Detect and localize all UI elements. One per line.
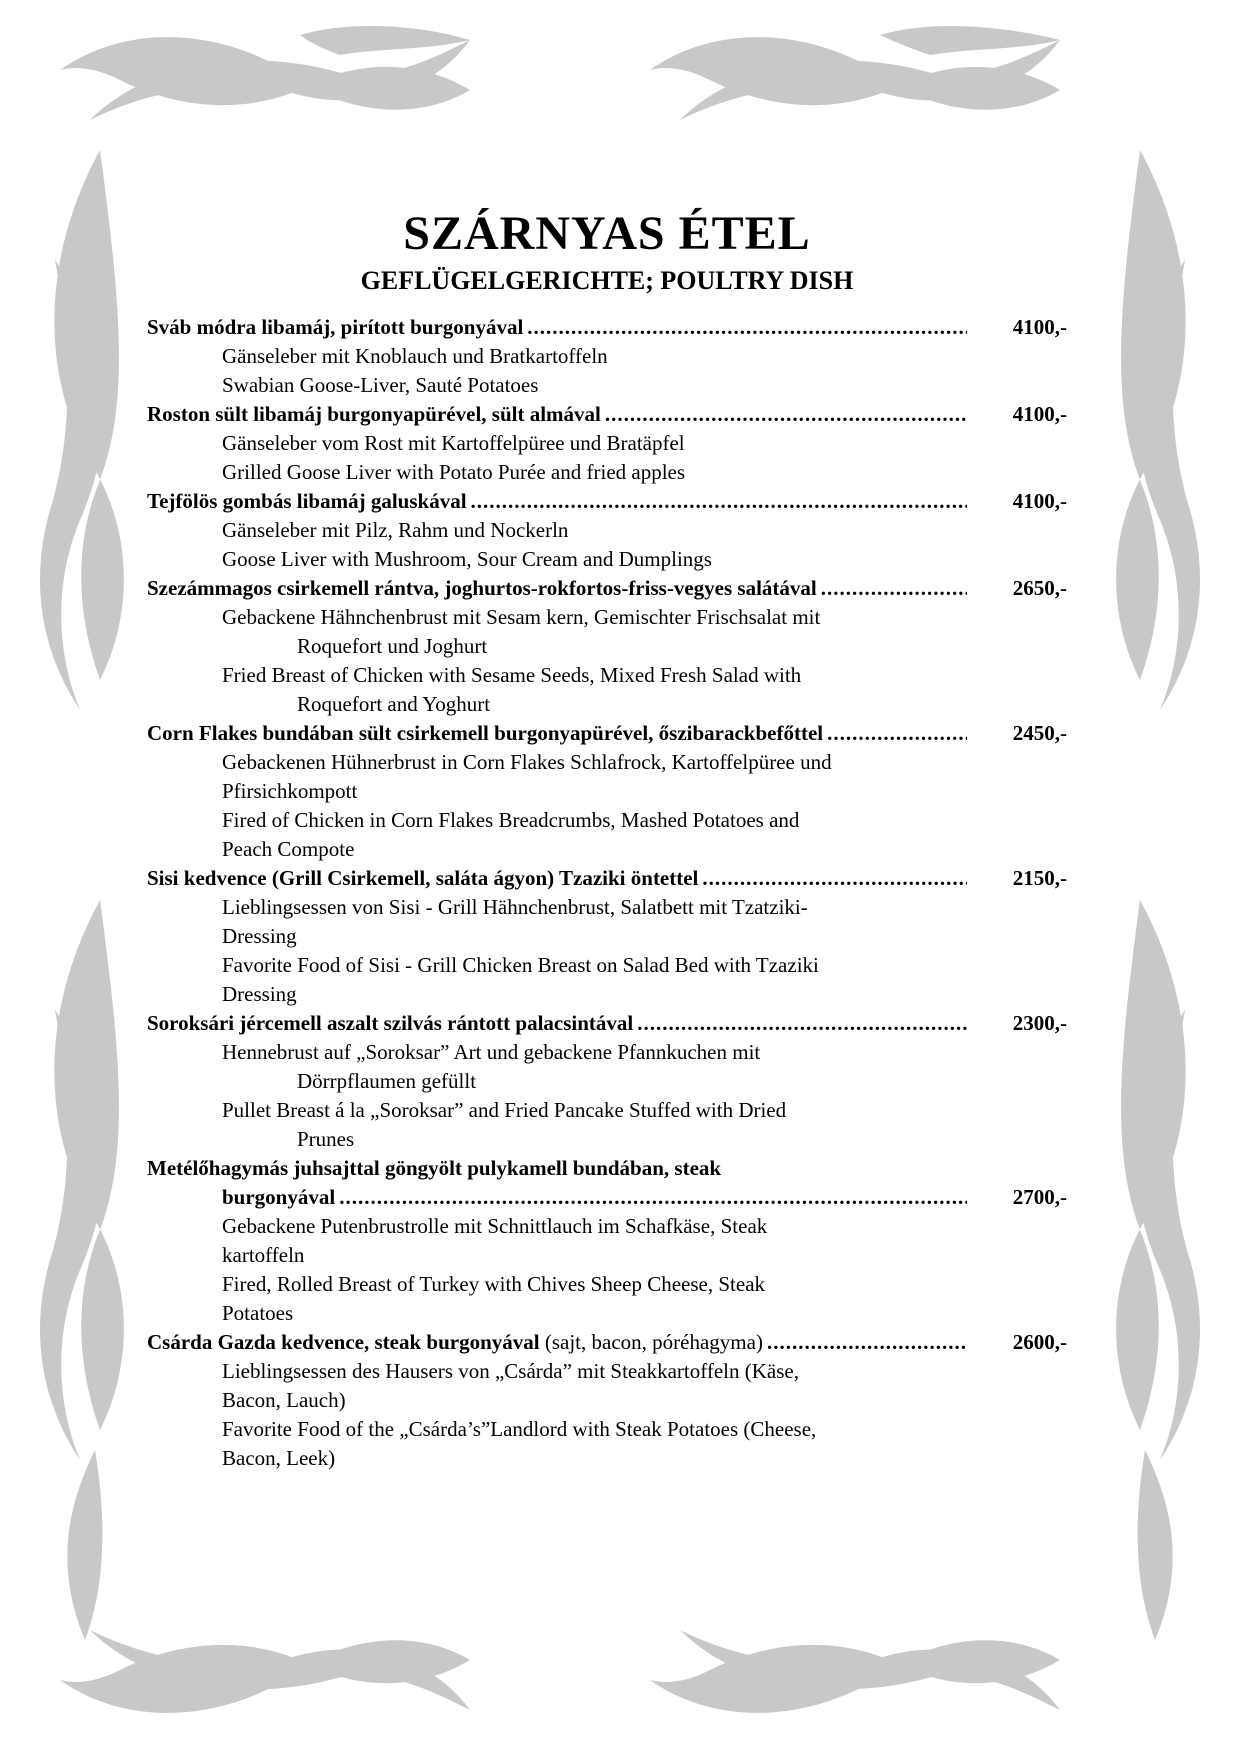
dish-german-line1: Hennebrust auf „Soroksar” Art und gebackene Pfannkuchen mit xyxy=(222,1040,761,1064)
dish-english xyxy=(147,806,942,864)
dish-price: 2450,- xyxy=(1012,721,1067,745)
dish-price: 4100,- xyxy=(1012,489,1067,513)
dish-english-line2: Peach Compote xyxy=(222,837,355,861)
dot-leader xyxy=(605,400,967,429)
dish-german-line2: kartoffeln xyxy=(222,1243,305,1267)
dish-name: Corn Flakes bundában sült csirkemell burgonyapürével, őszibarackbefőttel xyxy=(147,721,824,745)
dish-price: 2650,- xyxy=(1012,576,1067,600)
dish-english-line1: Fried Breast of Chicken with Sesame Seeds, Mixed Fresh Salad with xyxy=(222,663,802,687)
dish-english xyxy=(147,951,942,1009)
dish-english xyxy=(147,661,942,719)
dish-german xyxy=(147,1212,942,1270)
dish-name: Szezámmagos csirkemell rántva, joghurtos-rokfortos-friss-vegyes salátával xyxy=(147,576,817,600)
dish-english-line1: Fired, Rolled Breast of Turkey with Chives Sheep Cheese, Steak xyxy=(222,1272,766,1296)
dish-name: Soroksári jércemell aszalt szilvás rántott palacsintával xyxy=(147,1011,634,1035)
dish-german xyxy=(147,893,942,951)
page-subtitle: GEFLÜGELGERICHTE; POULTRY DISH xyxy=(360,266,854,295)
dish-german-line1: Gebackene Putenbrustrolle mit Schnittlauch im Schafkäse, Steak xyxy=(222,1214,768,1238)
dish-english-line2: Dressing xyxy=(222,982,297,1006)
dish-german xyxy=(147,748,942,806)
dish-english: Swabian Goose-Liver, Sauté Potatoes xyxy=(222,373,539,397)
dish-english-line2: Bacon, Leek) xyxy=(222,1446,336,1470)
dish-german-line1: Gebackenen Hühnerbrust in Corn Flakes Schlafrock, Kartoffelpüree und xyxy=(222,750,832,774)
dish-price: 2600,- xyxy=(1012,1330,1067,1354)
dish-name-main: Csárda Gazda kedvence, steak burgonyával xyxy=(147,1330,540,1354)
dish-name-extra: (sajt, bacon, póréhagyma) xyxy=(539,1330,763,1354)
dot-leader xyxy=(767,1328,967,1357)
dish-german-line2: Dressing xyxy=(222,924,297,948)
dish-english-line1: Favorite Food of Sisi - Grill Chicken Breast on Salad Bed with Tzaziki xyxy=(222,953,819,977)
dish-english: Grilled Goose Liver with Potato Purée and fried apples xyxy=(222,460,686,484)
dish-price: 2700,- xyxy=(1012,1185,1067,1209)
dish-name: Sváb módra libamáj, pirított burgonyával xyxy=(147,315,524,339)
dish-german-line1: Lieblingsessen des Hausers von „Csárda” mit Steakkartoffeln (Käse, xyxy=(222,1359,799,1383)
dish-english: Goose Liver with Mushroom, Sour Cream and Dumplings xyxy=(222,547,712,571)
dish-item xyxy=(147,400,1067,487)
dish-german-line2: Roquefort und Joghurt xyxy=(297,634,488,658)
dish-german-line2: Pfirsichkompott xyxy=(222,779,358,803)
dish-german: Gänseleber mit Knoblauch und Bratkartoffeln xyxy=(222,344,608,368)
dish-name-line1: Metélőhagymás juhsajttal göngyölt pulykamell bundában, steak xyxy=(147,1156,722,1180)
dish-german xyxy=(147,1357,942,1415)
dish-item xyxy=(147,1154,1067,1328)
dish-name xyxy=(147,1328,763,1357)
dish-english xyxy=(147,1415,942,1473)
dot-leader xyxy=(821,574,967,603)
dish-item xyxy=(147,1328,1067,1473)
dish-german: Gänseleber vom Rost mit Kartoffelpüree und Bratäpfel xyxy=(222,431,685,455)
page-title: SZÁRNYAS ÉTEL xyxy=(403,207,811,260)
dish-item xyxy=(147,574,1067,719)
dish-english-line1: Fired of Chicken in Corn Flakes Breadcrumbs, Mashed Potatoes and xyxy=(222,808,800,832)
dish-german-line2: Dörrpflaumen gefüllt xyxy=(297,1069,477,1093)
dish-name-line2: burgonyával xyxy=(222,1185,336,1209)
dish-item xyxy=(147,313,1067,400)
dish-price: 2300,- xyxy=(1012,1011,1067,1035)
dish-german-line1: Gebackene Hähnchenbrust mit Sesam kern, Gemischter Frischsalat mit xyxy=(222,605,821,629)
dish-price: 4100,- xyxy=(1012,315,1067,339)
dish-german-line2: Bacon, Lauch) xyxy=(222,1388,346,1412)
dish-item xyxy=(147,487,1067,574)
dish-english-line2: Prunes xyxy=(297,1127,355,1151)
dish-price: 4100,- xyxy=(1012,402,1067,426)
dish-english xyxy=(147,1096,942,1154)
dish-german-line1: Lieblingsessen von Sisi - Grill Hähnchenbrust, Salatbett mit Tzatziki- xyxy=(222,895,808,919)
dot-leader xyxy=(527,313,967,342)
dish-german xyxy=(147,1038,942,1096)
dish-english-line2: Potatoes xyxy=(222,1301,294,1325)
dot-leader xyxy=(637,1009,967,1038)
dot-leader xyxy=(702,864,967,893)
dish-english-line1: Favorite Food of the „Csárda’s”Landlord with Steak Potatoes (Cheese, xyxy=(222,1417,817,1441)
dish-english-line2: Roquefort and Yoghurt xyxy=(297,692,491,716)
dish-price: 2150,- xyxy=(1012,866,1067,890)
dot-leader xyxy=(339,1183,967,1212)
dish-english xyxy=(147,1270,942,1328)
dish-name: Sisi kedvence (Grill Csirkemell, saláta ágyon) Tzaziki öntettel xyxy=(147,866,699,890)
dot-leader xyxy=(827,719,967,748)
dish-item xyxy=(147,1009,1067,1154)
dish-german: Gänseleber mit Pilz, Rahm und Nockerln xyxy=(222,518,569,542)
dish-name: Tejfölös gombás libamáj galuskával xyxy=(147,489,467,513)
dish-german xyxy=(147,603,942,661)
dish-english-line1: Pullet Breast á la „Soroksar” and Fried Pancake Stuffed with Dried xyxy=(222,1098,787,1122)
dish-item xyxy=(147,864,1067,1009)
dish-item xyxy=(147,719,1067,864)
dot-leader xyxy=(471,487,967,516)
menu-content xyxy=(147,205,1067,1473)
dish-name: Roston sült libamáj burgonyapürével, sült almával xyxy=(147,402,601,426)
